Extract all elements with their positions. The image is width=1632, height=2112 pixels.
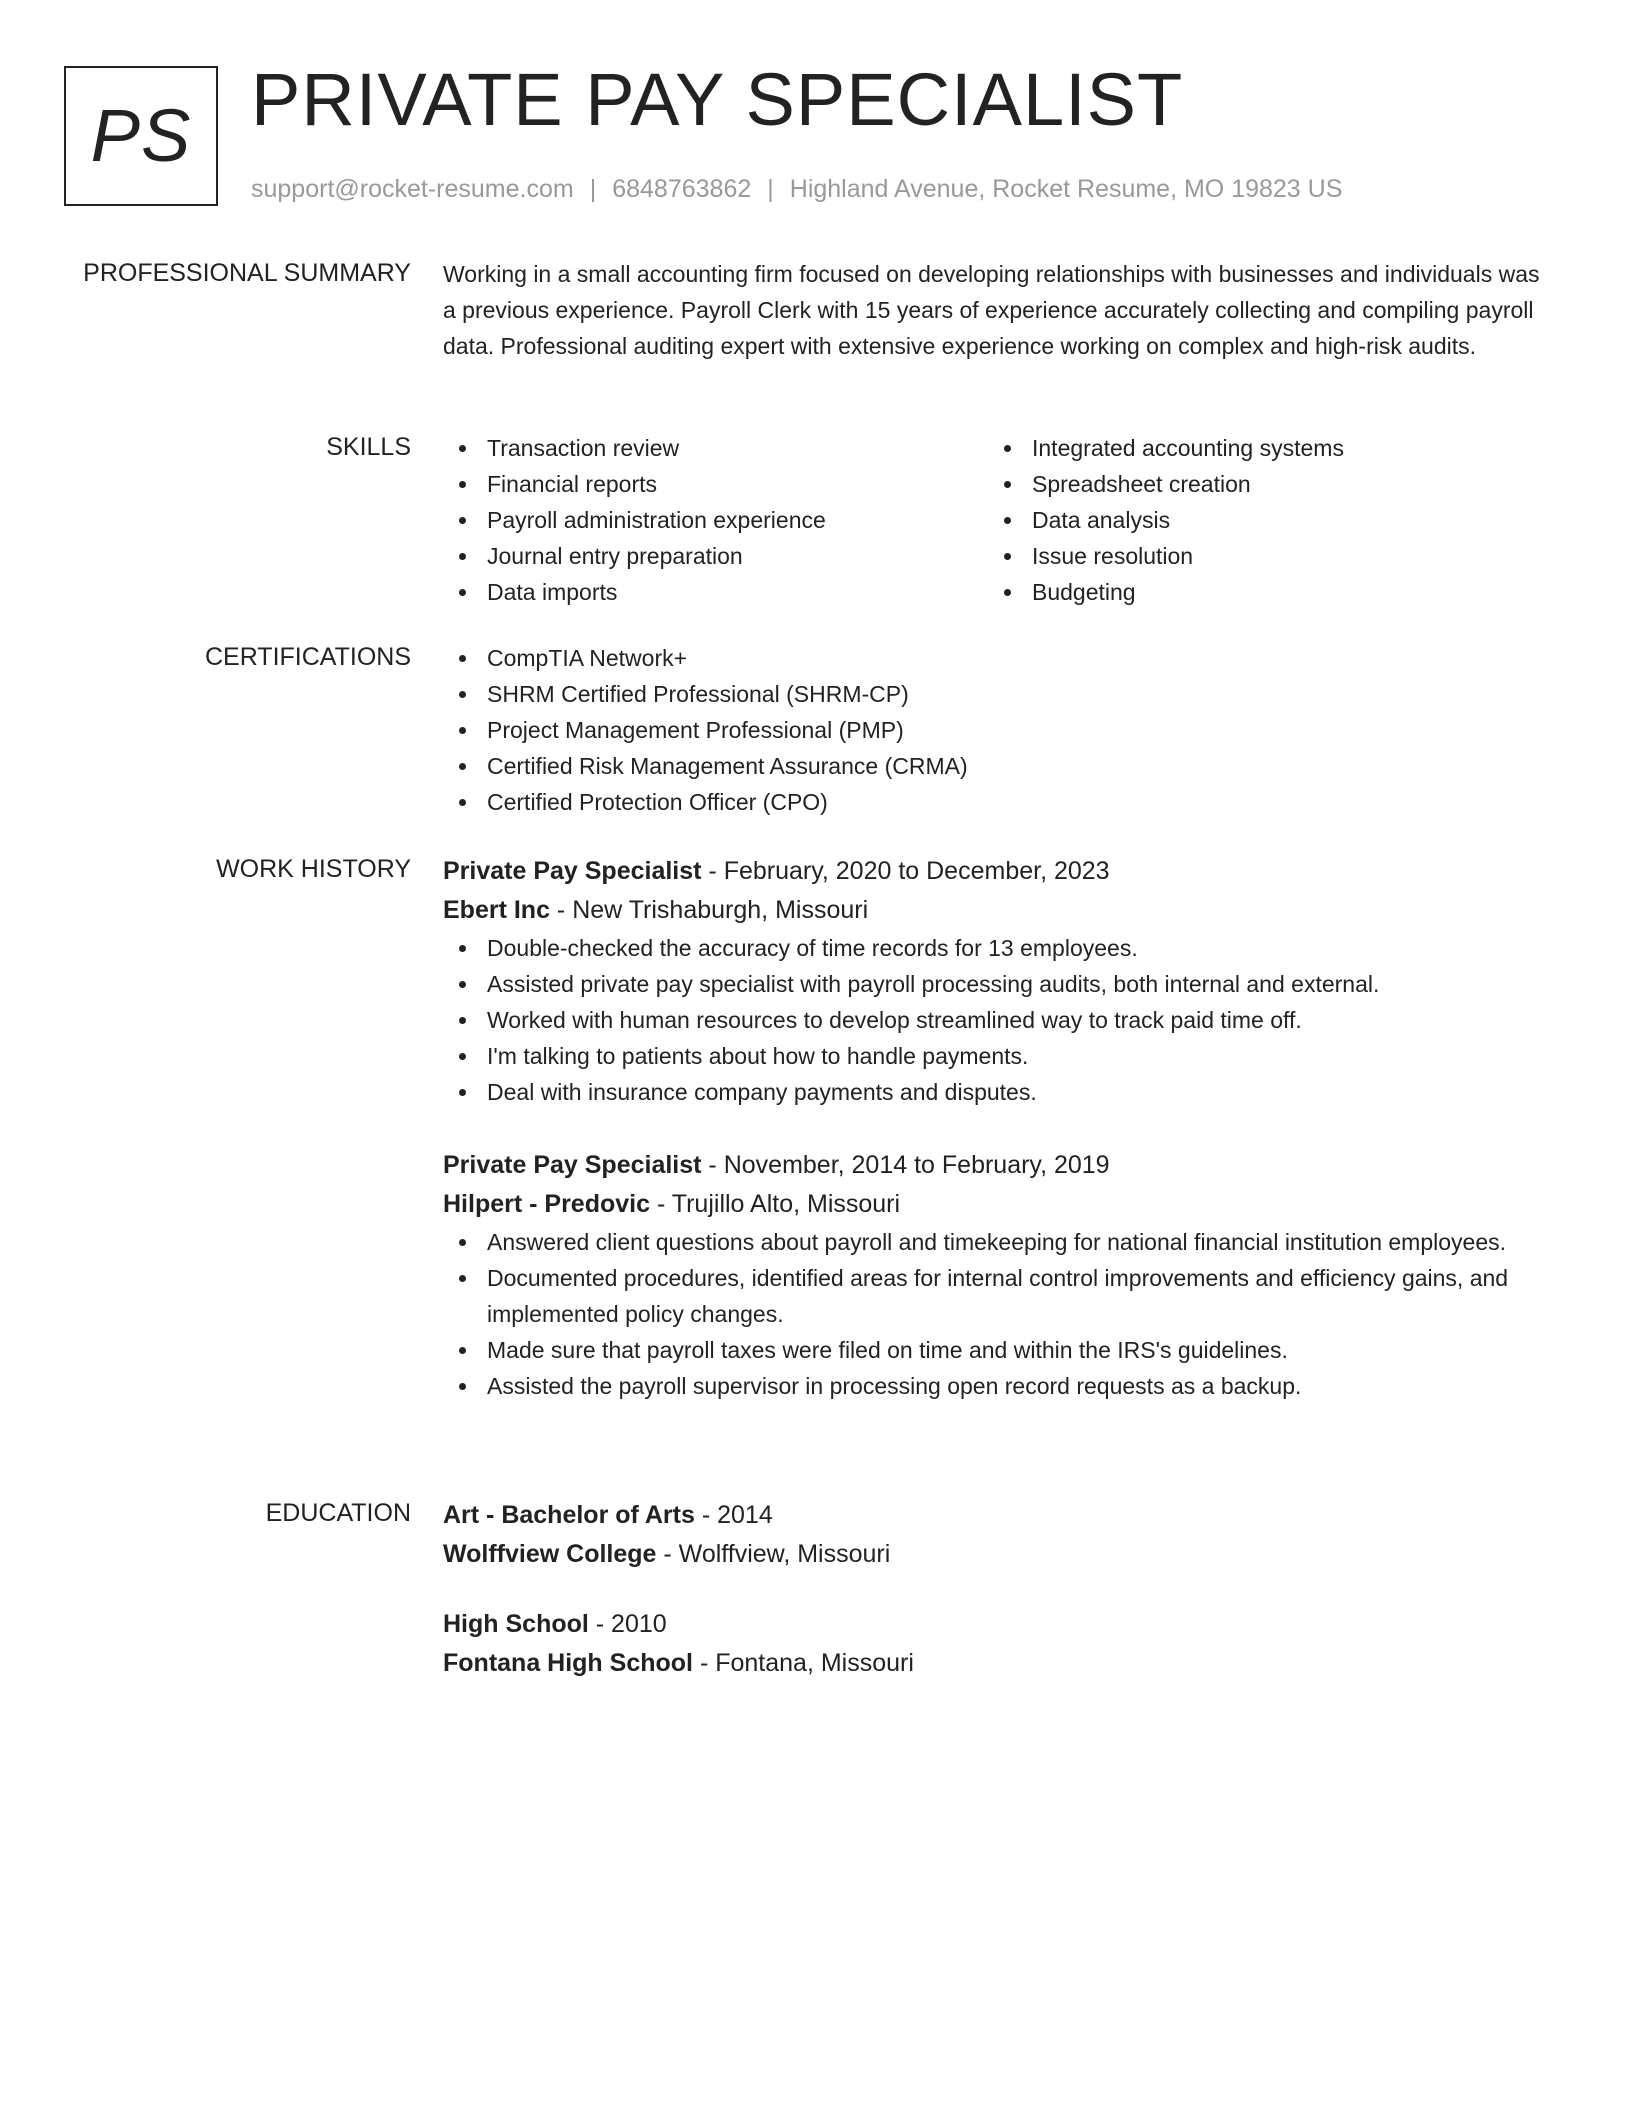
certifications-list xyxy=(443,640,1543,820)
job-dates: - November, 2014 to February, 2019 xyxy=(701,1151,1110,1179)
skill-item: Issue resolution xyxy=(988,538,1533,574)
skill-item: Payroll administration experience xyxy=(443,502,988,538)
contact-address: Highland Avenue, Rocket Resume, MO 19823 US xyxy=(789,175,1343,203)
job-dates: - February, 2020 to December, 2023 xyxy=(701,857,1110,885)
work-history-body xyxy=(443,852,1543,1404)
job-location: - Trujillo Alto, Missouri xyxy=(650,1190,901,1218)
education-degree: High School xyxy=(443,1610,589,1638)
skills-list-right xyxy=(988,430,1533,610)
job-title: Private Pay Specialist xyxy=(443,1151,702,1179)
education-body xyxy=(443,1496,1543,1683)
skills-grid xyxy=(443,430,1543,610)
education-location: - Wolffview, Missouri xyxy=(656,1540,891,1568)
job-duty: Assisted private pay specialist with payroll processing audits, both internal and external. xyxy=(443,966,1543,1002)
skill-item: Integrated accounting systems xyxy=(988,430,1533,466)
education-degree-line xyxy=(443,1605,1543,1644)
job-duty: Worked with human resources to develop streamlined way to track paid time off. xyxy=(443,1002,1543,1038)
section-label-skills: SKILLS xyxy=(326,433,411,461)
certification-item: Certified Protection Officer (CPO) xyxy=(443,784,1543,820)
section-label-certifications: CERTIFICATIONS xyxy=(204,643,411,671)
job-duties-list xyxy=(443,930,1543,1110)
job-entry xyxy=(443,852,1543,1110)
contact-line xyxy=(251,172,1342,206)
job-title: Private Pay Specialist xyxy=(443,857,702,885)
job-company: Ebert Inc xyxy=(443,896,550,924)
job-title-line xyxy=(443,1146,1543,1185)
contact-separator: | xyxy=(589,175,597,203)
contact-phone[interactable]: 6848763862 xyxy=(612,175,752,203)
section-label-education: EDUCATION xyxy=(265,1499,411,1527)
education-location: - Fontana, Missouri xyxy=(693,1649,914,1677)
job-entry xyxy=(443,1146,1543,1404)
skill-item: Spreadsheet creation xyxy=(988,466,1533,502)
education-school-line xyxy=(443,1535,1543,1574)
education-school-line xyxy=(443,1644,1543,1683)
education-entry xyxy=(443,1605,1543,1683)
job-title-line xyxy=(443,852,1543,891)
resume-title: PRIVATE PAY SPECIALIST xyxy=(251,58,1184,141)
job-duty: Assisted the payroll supervisor in processing open record requests as a backup. xyxy=(443,1368,1543,1404)
skill-item: Budgeting xyxy=(988,574,1533,610)
certification-item: Certified Risk Management Assurance (CRMA) xyxy=(443,748,1543,784)
skill-item: Journal entry preparation xyxy=(443,538,988,574)
monogram-badge xyxy=(64,66,218,206)
certification-item: SHRM Certified Professional (SHRM-CP) xyxy=(443,676,1543,712)
job-duties-list xyxy=(443,1224,1543,1404)
job-duty: Double-checked the accuracy of time records for 13 employees. xyxy=(443,930,1543,966)
education-degree-line xyxy=(443,1496,1543,1535)
job-duty: Made sure that payroll taxes were filed on time and within the IRS's guidelines. xyxy=(443,1332,1543,1368)
skill-item: Data analysis xyxy=(988,502,1533,538)
certification-item: Project Management Professional (PMP) xyxy=(443,712,1543,748)
skills-body xyxy=(443,430,1543,610)
summary-body xyxy=(443,256,1543,364)
skill-item: Financial reports xyxy=(443,466,988,502)
job-duty: Answered client questions about payroll and timekeeping for national financial institution employees. xyxy=(443,1224,1543,1260)
job-duty: I'm talking to patients about how to handle payments. xyxy=(443,1038,1543,1074)
certifications-body xyxy=(443,640,1543,820)
job-company-line xyxy=(443,891,1543,930)
certification-item: CompTIA Network+ xyxy=(443,640,1543,676)
education-school: Fontana High School xyxy=(443,1649,693,1677)
summary-text: Working in a small accounting firm focused on developing relationships with businesses and individuals was a previous experience. Payroll Clerk with 15 years of experience accurately collecting and compiling payroll data. Professional auditing expert with extensive experience working on complex and high-risk audits. xyxy=(443,261,1540,359)
monogram-initials: PS xyxy=(90,94,192,177)
education-year: - 2010 xyxy=(588,1610,667,1638)
skill-item: Transaction review xyxy=(443,430,988,466)
education-year: - 2014 xyxy=(694,1501,773,1529)
contact-separator: | xyxy=(767,175,774,203)
skill-item: Data imports xyxy=(443,574,988,610)
education-degree: Art - Bachelor of Arts xyxy=(443,1501,695,1529)
section-label-summary: PROFESSIONAL SUMMARY xyxy=(83,259,411,287)
skills-list-left xyxy=(443,430,988,610)
contact-email[interactable]: support@rocket-resume.com xyxy=(251,175,574,203)
job-location: - New Trishaburgh, Missouri xyxy=(549,896,869,924)
job-company: Hilpert - Predovic xyxy=(443,1190,650,1218)
section-label-work-history: WORK HISTORY xyxy=(216,855,411,883)
job-duty: Deal with insurance company payments and disputes. xyxy=(443,1074,1543,1110)
education-entry xyxy=(443,1496,1543,1574)
job-company-line xyxy=(443,1185,1543,1224)
job-duty: Documented procedures, identified areas for internal control improvements and efficiency gains, and implemented policy changes. xyxy=(443,1260,1543,1332)
education-school: Wolffview College xyxy=(443,1540,657,1568)
